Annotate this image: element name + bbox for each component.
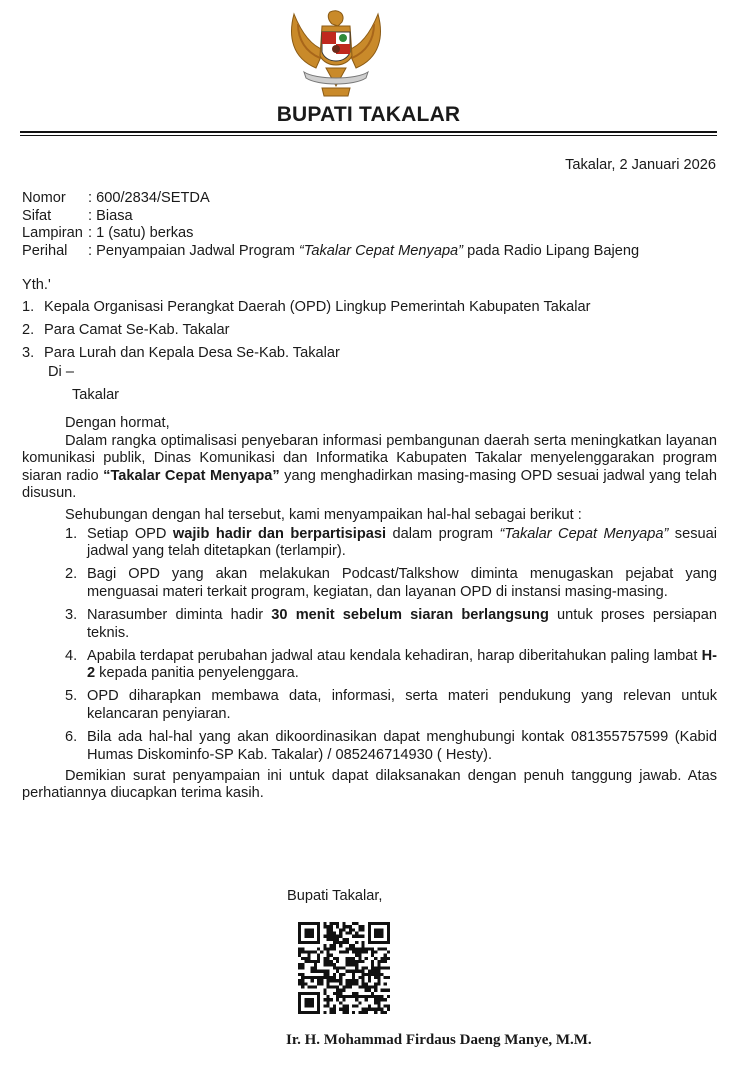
addressee-di: Di –	[48, 364, 74, 380]
addressee-text: Para Lurah dan Kepala Desa Se-Kab. Takalar	[44, 345, 340, 361]
point-text: OPD diharapkan membawa data, informasi, serta materi pendukung yang relevan untuk kelancaran penyiaran.	[87, 688, 717, 722]
addressee-item	[22, 319, 591, 342]
addressee-num: 3.	[22, 345, 35, 361]
perihal-text-end: pada Radio Lipang Bajeng	[463, 242, 640, 259]
point-text: Bagi OPD yang akan melakukan Podcast/Talkshow diminta menugaskan pejabat yang menguasai materi terkait program, kegiatan, dan layanan OPD di instansi masing-masing.	[87, 566, 717, 600]
meta-value: : 1 (satu) berkas	[88, 225, 194, 241]
garuda-emblem-icon	[286, 6, 386, 102]
intro-paragraph	[22, 433, 717, 503]
addressee-item	[22, 342, 591, 365]
point-text: Setiap OPD	[87, 525, 173, 542]
meta-row-sifat	[22, 208, 639, 226]
addressee-item	[22, 296, 591, 319]
point-bold: 30 menit sebelum siaran berlangsung	[271, 606, 549, 623]
point-program-name: “Takalar Cepat Menyapa”	[499, 525, 669, 542]
point-text: Narasumber diminta hadir	[87, 606, 272, 623]
point-text: dalam program	[386, 525, 500, 542]
addressee-place: Takalar	[72, 387, 120, 403]
point-text: Bila ada hal-hal yang akan dikoordinasikan dapat menghubungi kontak 081355757599 (Kabid Humas Diskominfo-SP Kab. Takalar) / 085246714930 ( Hesty).	[87, 729, 717, 763]
salutation: Dengan hormat,	[65, 415, 170, 431]
letter-date: Takalar, 2 Januari 2026	[565, 157, 716, 173]
point-item	[22, 607, 717, 642]
addressee-list	[22, 296, 591, 365]
intro-program-name: “Takalar Cepat Menyapa”	[103, 467, 280, 484]
letterhead-rule-thin	[20, 135, 717, 136]
point-text: sesuai jadwal yang telah ditetapkan (terlampir).	[87, 525, 717, 560]
meta-value: : 600/2834/SETDA	[88, 190, 210, 206]
points-list	[22, 526, 717, 765]
letter-meta	[22, 190, 639, 260]
point-item	[22, 526, 717, 561]
perihal-text: : Penyampaian Jadwal Program	[88, 242, 299, 259]
point-item	[22, 729, 717, 764]
point-item	[22, 566, 717, 601]
addressee-yth: Yth.'	[22, 277, 51, 293]
signature-title: Bupati Takalar,	[287, 888, 383, 904]
meta-row-lampiran	[22, 225, 639, 243]
meta-value	[88, 243, 639, 261]
point-item	[22, 648, 717, 683]
letterhead-rule-thick	[20, 131, 717, 133]
lead-paragraph: Sehubungan dengan hal tersebut, kami menyampaikan hal-hal sebagai berikut :	[65, 506, 582, 523]
meta-row-nomor	[22, 190, 639, 208]
point-num: 5.	[65, 688, 78, 705]
meta-row-perihal	[22, 243, 639, 261]
intro-text: Dalam rangka optimalisasi penyebaran informasi pembangunan daerah serta meningkatkan layanan komunikasi publik, Dinas Komunikasi dan Informatika Kabupaten Takalar menyelenggarakan program siaran radio	[22, 432, 717, 484]
meta-key: Nomor	[22, 190, 66, 206]
meta-key: Lampiran	[22, 225, 83, 241]
point-bold: wajib hadir dan berpartisipasi	[172, 525, 387, 542]
addressee-text: Kepala Organisasi Perangkat Daerah (OPD) Lingkup Pemerintah Kabupaten Takalar	[44, 299, 591, 315]
meta-key: Sifat	[22, 207, 52, 224]
qr-code-icon	[298, 922, 390, 1014]
point-text: untuk proses persiapan teknis.	[87, 606, 717, 641]
meta-value: : Biasa	[88, 207, 133, 224]
point-num: 2.	[65, 566, 78, 583]
meta-key: Perihal	[22, 242, 68, 259]
point-text: kepada panitia penyelenggara.	[95, 665, 299, 682]
signatory-name: Ir. H. Mohammad Firdaus Daeng Manye, M.M.	[286, 1032, 592, 1048]
point-num: 1.	[65, 525, 78, 542]
intro-text-end: yang menghadirkan masing-masing OPD sesuai jadwal yang telah disusun.	[22, 467, 717, 502]
addressee-text: Para Camat Se-Kab. Takalar	[44, 322, 230, 338]
point-bold: H-2	[87, 647, 717, 682]
closing-paragraph: Demikian surat penyampaian ini untuk dapat dilaksanakan dengan penuh tanggung jawab. Atas perhatiannya diucapkan terima kasih.	[22, 767, 717, 802]
perihal-program-name: “Takalar Cepat Menyapa”	[298, 242, 464, 259]
addressee-num: 1.	[22, 299, 35, 315]
point-text: Apabila terdapat perubahan jadwal atau kendala kehadiran, harap diberitahukan paling lambat	[87, 647, 702, 664]
point-num: 3.	[65, 606, 78, 623]
letterhead-title: BUPATI TAKALAR	[276, 103, 461, 126]
point-num: 4.	[65, 647, 78, 664]
point-item	[22, 688, 717, 723]
letter-body	[22, 415, 717, 803]
addressee-num: 2.	[22, 322, 35, 338]
point-num: 6.	[65, 729, 78, 745]
